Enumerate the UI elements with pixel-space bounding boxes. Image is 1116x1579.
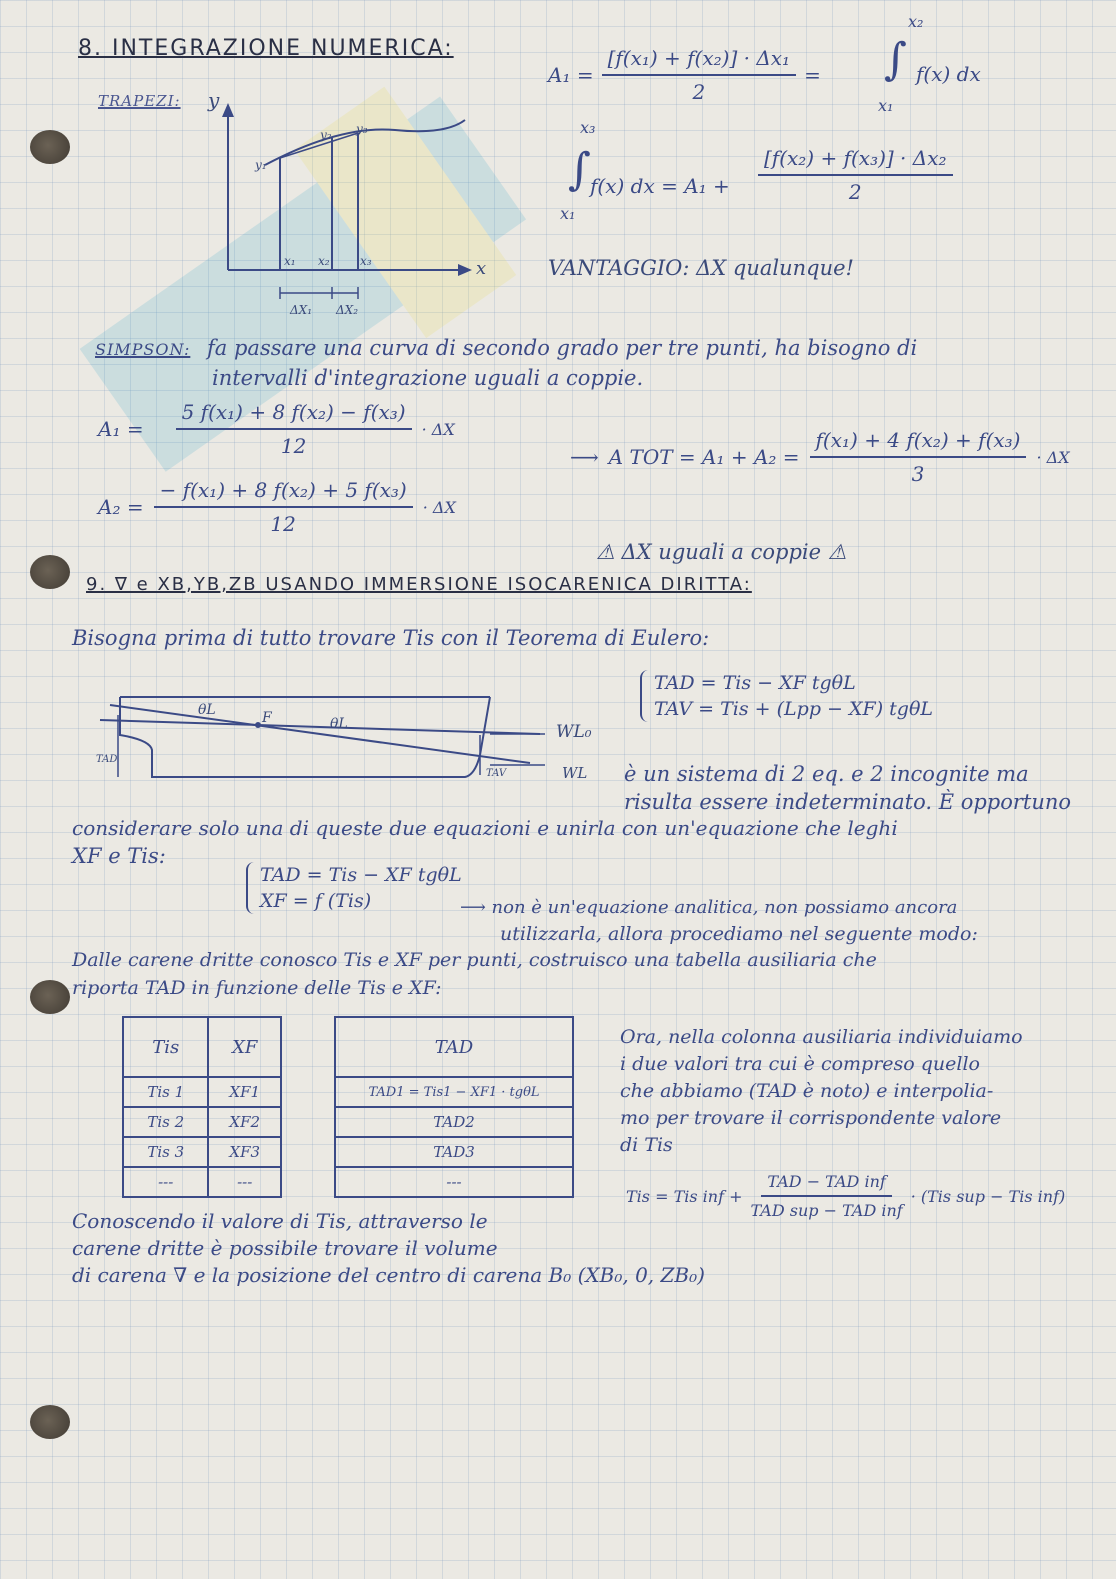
interp-tail: · (Tis sup − Tis inf) <box>910 1186 1066 1206</box>
a1-lhs: A₁ = <box>548 63 594 87</box>
xtick-x1: x₁ <box>284 254 296 268</box>
delta-x1: ΔX₁ <box>290 303 313 317</box>
simpson-a2-fraction <box>154 478 413 536</box>
integral-icon: ∫ <box>884 34 907 85</box>
table-header-row <box>123 1017 281 1077</box>
vantaggio-note: VANTAGGIO: ΔX qualunque! <box>548 256 854 280</box>
wl0-label: WL₀ <box>556 722 592 742</box>
table-header-row <box>335 1017 573 1077</box>
simpson-a1-numerator: 5 f(x₁) + 8 f(x₂) − f(x₃) <box>176 400 412 430</box>
binder-hole <box>30 1405 70 1439</box>
text6-line: carene dritte è possibile trovare il volume <box>72 1236 498 1260</box>
arrow-icon: ⟶ <box>570 445 599 469</box>
table-cell: Tis 1 <box>123 1077 208 1107</box>
interp-lhs: Tis = Tis inf + <box>626 1186 743 1206</box>
trapezi-diagram <box>200 95 500 330</box>
table-row <box>335 1137 573 1167</box>
simpson-a2-numerator: − f(x₁) + 8 f(x₂) + 5 f(x₃) <box>154 478 413 508</box>
theta-label-2: θL <box>330 716 348 732</box>
simpson-atot-formula <box>570 428 1070 486</box>
euler-eq-tad: TAD = Tis − XF tgθL <box>654 672 856 694</box>
trapezi-integral-formula <box>560 118 990 228</box>
integral-icon: ∫ <box>568 144 591 195</box>
table-header-cell: Tis <box>123 1017 208 1077</box>
simpson-line2: intervalli d'integrazione uguali a coppie. <box>212 366 644 390</box>
text5-line: che abbiamo (TAD è noto) e interpolia- <box>620 1080 994 1102</box>
simpson-atot-fraction <box>810 428 1027 486</box>
binder-hole <box>30 980 70 1014</box>
simpson-a1-fraction <box>176 400 412 458</box>
point-f-label: F <box>262 710 272 726</box>
a1-integral <box>870 12 1010 115</box>
a1-int-top: x₂ <box>908 12 924 31</box>
interp-fraction <box>751 1172 903 1220</box>
simpson-a2-formula <box>98 478 456 536</box>
warning-note: ⚠ ΔX uguali a coppie ⚠ <box>596 540 847 564</box>
text6-block <box>72 1208 705 1289</box>
axis-y-label: y <box>208 88 220 112</box>
simpson-line1: fa passare una curva di secondo grado per tre punti, ha bisogno di <box>207 336 918 360</box>
tav-label: TAV <box>486 768 507 779</box>
int2-top: x₃ <box>580 118 596 137</box>
wl-label: WL <box>562 764 588 782</box>
table-cell: TAD2 <box>335 1107 573 1137</box>
binder-hole <box>30 555 70 589</box>
euler-system <box>640 670 933 722</box>
tad-table <box>334 1016 574 1198</box>
simpson-a1-tail: · ΔX <box>421 419 455 439</box>
trapezi-label: TRAPEZI: <box>98 92 181 110</box>
table-row <box>123 1137 281 1167</box>
relation-eq-xf: XF = f (Tis) <box>260 890 372 912</box>
simpson-a1-lhs: A₁ = <box>98 417 144 441</box>
simpson-label: SIMPSON: <box>95 340 191 359</box>
ship-diagram <box>90 685 610 800</box>
euler-eq-tav: TAV = Tis + (Lpp − XF) tgθL <box>654 698 933 720</box>
axis-x-label: x <box>476 258 487 279</box>
text2-line1: considerare solo una di queste due equazioni e unirla con un'equazione che leghi <box>72 816 898 840</box>
simpson-a2-denominator: 12 <box>270 512 296 536</box>
simpson-atot-denominator: 3 <box>911 462 925 486</box>
text5-line: mo per trovare il corrispondente valore <box>620 1107 1002 1129</box>
section9-title: 9. ∇ e XB,YB,ZB USANDO IMMERSIONE ISOCARENICA DIRITTA: <box>86 574 752 595</box>
simpson-a2-lhs: A₂ = <box>98 495 144 519</box>
simpson-a1-denominator: 12 <box>280 434 307 458</box>
trapezi-a1-formula <box>548 46 821 104</box>
table-row <box>123 1077 281 1107</box>
point-y3: y₃ <box>356 122 368 136</box>
interp-numerator: TAD − TAD inf <box>761 1172 891 1197</box>
table-cell: XF2 <box>208 1107 281 1137</box>
text3-line1: ⟶ non è un'equazione analitica, non possiamo ancora <box>460 897 958 918</box>
table-cell: XF3 <box>208 1137 281 1167</box>
int2-fraction <box>758 146 953 204</box>
table-cell: TAD3 <box>335 1137 573 1167</box>
int2-denominator: 2 <box>848 180 862 204</box>
simpson-atot-lhs: A TOT = A₁ + A₂ = <box>608 445 800 469</box>
a1-denominator: 2 <box>692 80 706 104</box>
interp-denominator: TAD sup − TAD inf <box>750 1201 903 1220</box>
a1-int-bottom: x₁ <box>878 96 894 115</box>
text5-block <box>620 1024 1023 1159</box>
a1-equals: = <box>804 63 821 87</box>
a1-integrand: f(x) dx <box>916 62 981 86</box>
table-row <box>335 1077 573 1107</box>
simpson-text <box>95 334 917 364</box>
section8-title: 8. INTEGRAZIONE NUMERICA: <box>78 36 454 61</box>
simpson-atot-numerator: f(x₁) + 4 f(x₂) + f(x₃) <box>810 428 1027 458</box>
point-y1: y₁ <box>255 158 267 172</box>
text4-line1: Dalle carene dritte conosco Tis e XF per punti, costruisco una tabella ausiliaria che <box>72 949 877 971</box>
text6-line: Conoscendo il valore di Tis, attraverso le <box>72 1209 488 1233</box>
table-cell: --- <box>123 1167 208 1197</box>
table-row <box>335 1167 573 1197</box>
table-header-cell: TAD <box>335 1017 573 1077</box>
a1-fraction <box>602 46 797 104</box>
theta-label-1: θL <box>198 702 216 718</box>
simpson-a1-formula <box>98 400 455 458</box>
table-cell: Tis 2 <box>123 1107 208 1137</box>
text6-line: di carena ∇ e la posizione del centro di carena B₀ (XB₀, 0, ZB₀) <box>72 1263 705 1287</box>
table-row <box>123 1107 281 1137</box>
xtick-x3: x₃ <box>360 254 372 268</box>
text1-line2: risulta essere indeterminato. È opportuno <box>624 790 1072 814</box>
text2-line2: XF e Tis: <box>72 844 166 868</box>
simpson-atot-tail: · ΔX <box>1036 447 1070 467</box>
table-header-cell: XF <box>208 1017 281 1077</box>
point-y2: y₂ <box>320 128 332 142</box>
xtick-x2: x₂ <box>318 254 330 268</box>
int2-numerator: [f(x₂) + f(x₃)] · Δx₂ <box>758 146 953 176</box>
tad-label: TAD <box>96 754 118 765</box>
table-row <box>335 1107 573 1137</box>
text4-line2: riporta TAD in funzione delle Tis e XF: <box>72 977 442 999</box>
section9-intro: Bisogna prima di tutto trovare Tis con il Teorema di Eulero: <box>72 626 710 650</box>
int2-bottom: x₁ <box>560 204 576 223</box>
relation-eq-tad: TAD = Tis − XF tgθL <box>260 864 462 886</box>
delta-x2: ΔX₂ <box>336 303 359 317</box>
relation-system <box>246 862 462 914</box>
text5-line: i due valori tra cui è compreso quello <box>620 1053 980 1075</box>
table-cell: TAD1 = Tis1 − XF1 · tgθL <box>335 1077 573 1107</box>
table-cell: XF1 <box>208 1077 281 1107</box>
int2-integrand: f(x) dx = A₁ + <box>590 174 730 198</box>
tis-xf-table <box>122 1016 282 1198</box>
table-cell: Tis 3 <box>123 1137 208 1167</box>
text3-line2: utilizzarla, allora procediamo nel seguente modo: <box>500 923 978 945</box>
text5-line: Ora, nella colonna ausiliaria individuiamo <box>620 1026 1023 1048</box>
simpson-a2-tail: · ΔX <box>422 497 456 517</box>
table-cell: --- <box>208 1167 281 1197</box>
text5-line: di Tis <box>620 1134 673 1156</box>
a1-numerator: [f(x₁) + f(x₂)] · Δx₁ <box>602 46 797 76</box>
table-row <box>123 1167 281 1197</box>
table-cell: --- <box>335 1167 573 1197</box>
binder-hole <box>30 130 70 164</box>
text1-line1: è un sistema di 2 eq. e 2 incognite ma <box>624 762 1029 786</box>
